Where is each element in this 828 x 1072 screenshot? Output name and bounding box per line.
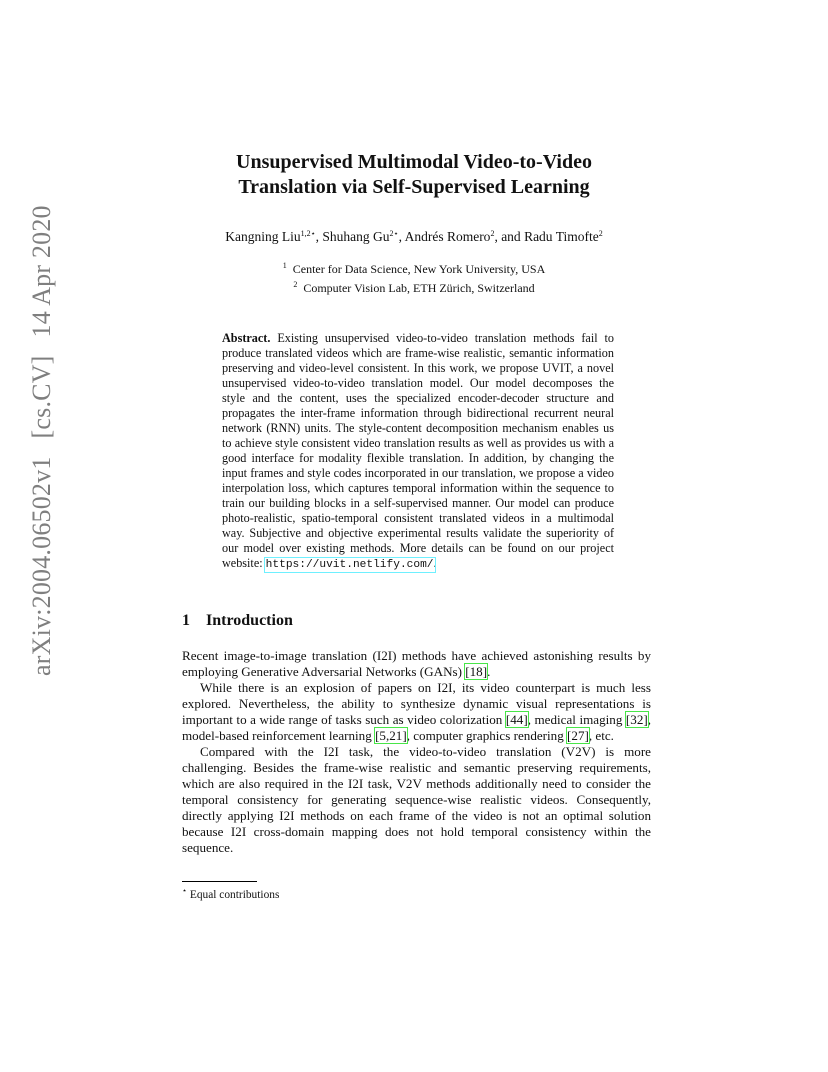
paragraph: Recent image-to-image translation (I2I) methods have achieved astonishing results by employing Generative Adversarial Networks (GANs) [18].	[182, 648, 651, 679]
arxiv-category: [cs.CV]	[27, 355, 56, 439]
paper-title	[0, 150, 828, 200]
introduction-body	[182, 648, 651, 856]
footnote-mark: ⋆	[182, 886, 188, 895]
project-website-link[interactable]: https://uvit.netlify.com/	[265, 559, 434, 571]
abstract-text: Existing unsupervised video-to-video translation methods fail to produce translated videos which are frame-wise realistic, semantic information preserving and video-level consistent. In this work, we propose UVIT, a novel unsupervised video-to-video translation model. Our model decomposes the style and the content, uses the specialized encoder-decoder structure and propagates the inter-frame information through bidirectional recurrent neural network (RNN) units. The style-content decomposition mechanism enables us to achieve style consistent video translation results as well as provides us with a good interface for modality flexible translation. In addition, by changing the input frames and style codes incorporated in our translation, we propose a video interpolation loss, which captures temporal information within the sequence to train our building blocks in a self-supervised manner. Our model can produce photo-realistic, spatio-temporal consistent translated videos in a multimodal way. Subjective and objective experimental results validate the superiority of our model over existing methods. More details can be found on our project website:	[222, 331, 615, 570]
citation-link[interactable]: [44]	[505, 712, 528, 727]
author-name: Shuhang Gu	[322, 229, 390, 244]
paragraph: While there is an explosion of papers on I2I, its video counterpart is much less explored. Nevertheless, the ability to synthesize dynamic visual representations is important to a wide range of tasks such as video colorization [44], medical imaging [32], model-based reinforcement learning [5,21], computer graphics rendering [27], etc.	[182, 680, 652, 743]
citation-link[interactable]: [32]	[625, 712, 648, 727]
author-list: Kangning Liu$^{1,2⋆}$, Shuhang $Gu^{2⋆}$, Andrés Romero$^2$, and Radu Timofte$^2$	[225, 229, 603, 244]
affiliation: $^1$ Center for Data Science, New York University, USA	[282, 261, 546, 276]
abstract-block: Abstract. Existing unsupervised video-to-video translation methods fail to produce translated videos which are frame-wise realistic, semantic information preserving and video-level consistent. In this work, we propose UVIT, a novel unsupervised video-to-video translation model. Our model decomposes the style and the content, uses the specialized encoder-decoder structure and propagates the inter-frame information through bidirectional recurrent neural network (RNN) units. The style-content decomposition mechanism enables us to achieve style consistent video translation results as well as provides us with a good interface for modality flexible translation. In addition, by changing the input frames and style codes incorporated in our translation, we propose a video interpolation loss, which captures temporal information within the sequence to train our building blocks in a self-supervised manner. Our model can produce photo-realistic, spatio-temporal consistent translated videos in a multimodal way. Subjective and objective experimental results validate the superiority of our model over existing methods. More details can be found on our project website: https://uvit.netlify.com/.	[222, 331, 615, 571]
citation-link[interactable]: [5,21]	[375, 728, 407, 743]
title-line-1: Unsupervised Multimodal Video-to-Video	[236, 151, 592, 173]
arxiv-id: arXiv:2004.06502v1	[27, 456, 56, 676]
paragraph: Compared with the I2I task, the video-to-video translation (V2V) is more challenging. Besides the frame-wise realistic and semantic preserving requirements, which are also required in the I2I task, V2V methods additionally need to consider the temporal consistency for generating sequence-wise realistic videos. Consequently, directly applying I2I methods on each frame of the video is not an optimal solution because I2I cross-domain mapping does not hold temporal consistency within the sequence.	[182, 744, 651, 855]
author-superscript: 1,2⋆	[300, 229, 316, 238]
section-heading	[182, 612, 293, 630]
abstract-label: Abstract.	[222, 331, 271, 345]
citation-link[interactable]: [27]	[567, 728, 589, 743]
arxiv-date: 14 Apr 2020	[27, 205, 56, 338]
section-number: 1	[182, 612, 190, 629]
author-superscript: 2	[598, 229, 603, 238]
author-superscript: 2	[490, 229, 495, 238]
author-name: Radu Timofte	[524, 229, 599, 244]
author-superscript: 2⋆	[389, 229, 399, 238]
affiliation: $^2$ Computer Vision Lab, ETH Zürich, Switzerland	[293, 280, 535, 295]
citation-link[interactable]: [18]	[465, 664, 488, 679]
title-line-2: Translation via Self-Supervised Learning	[238, 176, 590, 198]
affiliation-list	[0, 258, 828, 296]
footnote	[182, 886, 279, 901]
footnote-divider	[182, 881, 257, 882]
author-name: Andrés Romero	[404, 229, 491, 244]
section-title: Introduction	[206, 612, 293, 629]
footnote-text: Equal contributions	[189, 889, 280, 901]
author-name: Kangning Liu	[225, 229, 301, 244]
